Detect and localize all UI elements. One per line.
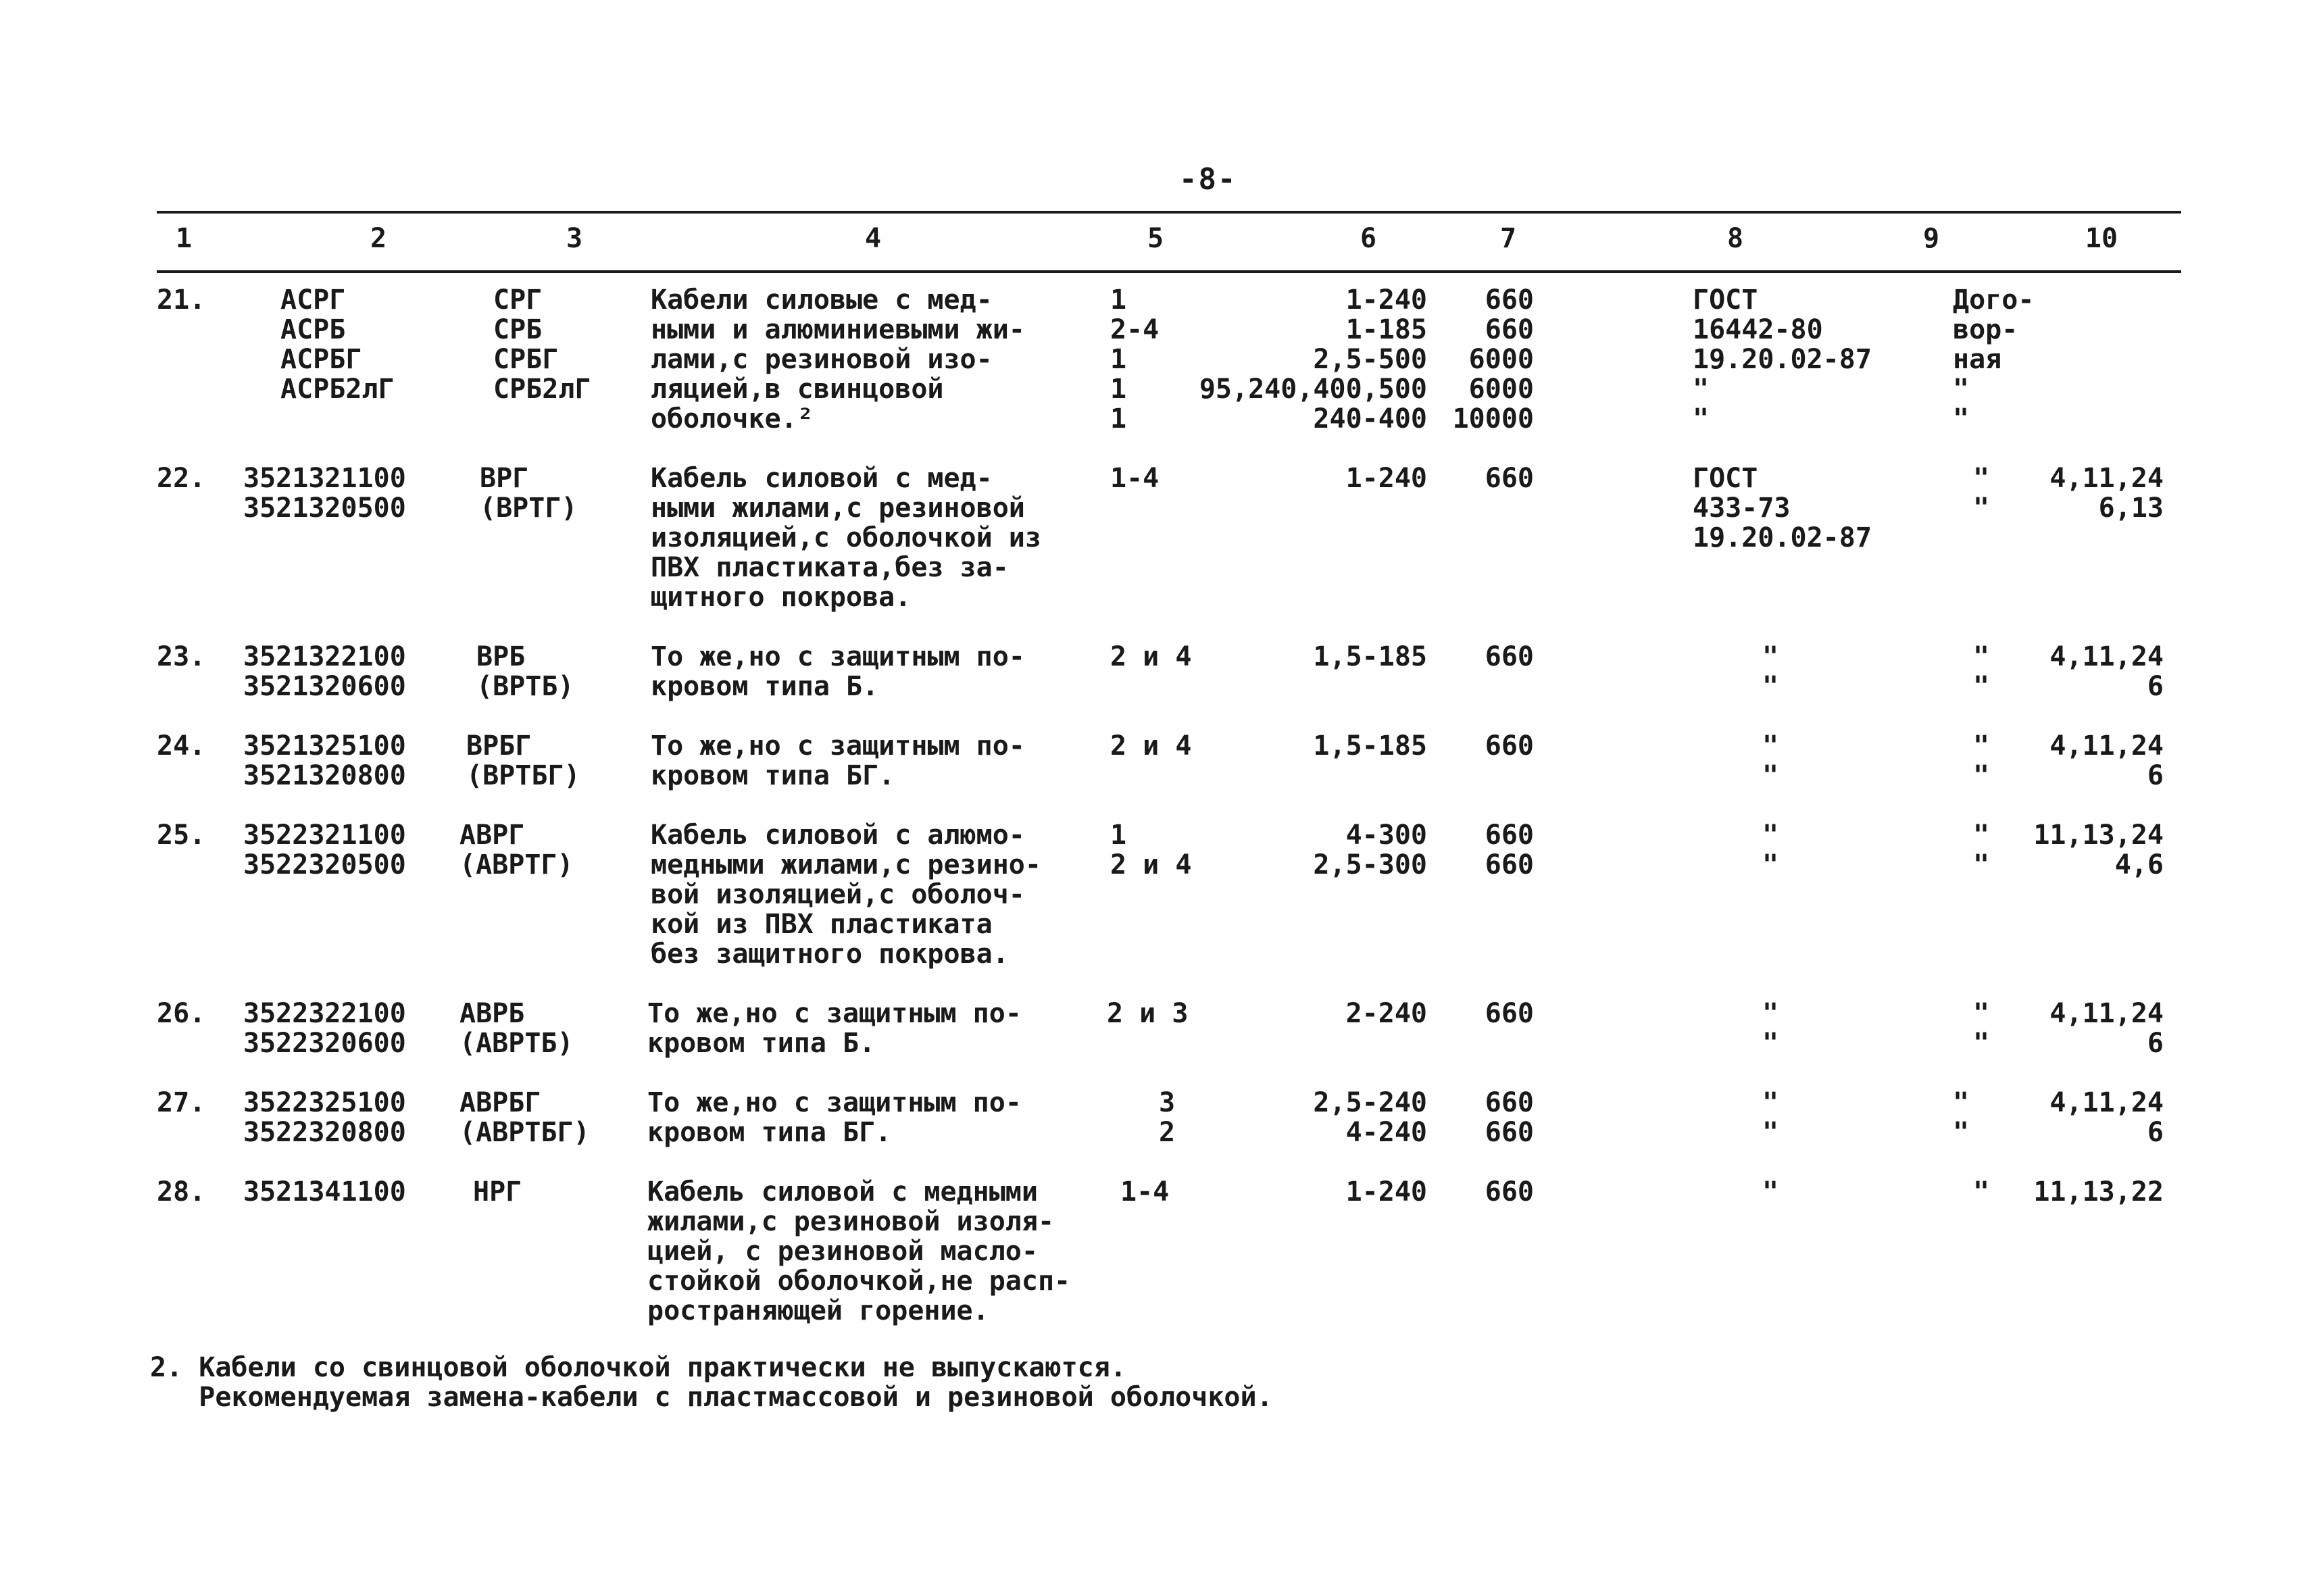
cores: 1-4 — [1120, 1176, 1170, 1207]
product-code: 3521341100 — [243, 1176, 406, 1207]
col-header-5: 5 — [1147, 223, 1164, 254]
col-header-3: 3 — [566, 223, 583, 254]
cable-type: ВРБГ (ВРТБГ) — [466, 730, 580, 791]
voltage: 660 660 6000 6000 10000 — [1452, 284, 1534, 434]
standard: " — [1762, 1176, 1779, 1207]
cable-type: АВРГ (АВРТГ) — [459, 820, 574, 880]
cores: 1 2-4 1 1 1 — [1110, 284, 1160, 434]
notes: 4,11,24 6 — [2049, 1087, 2164, 1148]
price: Дого- вор- ная " " — [1953, 284, 2035, 434]
cross-section: 1-240 1-185 2,5-500 95,240,400,500 240-400 — [1199, 284, 1427, 434]
voltage: 660 660 — [1485, 820, 1534, 880]
standard: " " — [1762, 998, 1779, 1059]
col-header-9: 9 — [1922, 223, 1940, 254]
price: " " — [1973, 820, 1990, 880]
price: " " — [1973, 730, 1990, 791]
description: То же,но с защитным по- кровом типа БГ. — [651, 730, 1025, 791]
header-bottom-rule — [157, 270, 2181, 273]
price: " " — [1953, 1087, 1970, 1148]
cable-type: АВРБГ (АВРТБГ) — [459, 1087, 590, 1148]
row-number: 21. — [157, 284, 206, 316]
cores: 2 и 4 — [1110, 730, 1192, 762]
notes: 4,11,24 6,13 — [2049, 463, 2164, 524]
col-header-6: 6 — [1360, 223, 1377, 254]
voltage: 660 — [1485, 998, 1534, 1029]
voltage: 660 660 — [1485, 1087, 1534, 1148]
product-code: 3521325100 3521320800 — [243, 730, 406, 791]
cores: 1-4 — [1110, 463, 1160, 494]
cores: 1 2 и 4 — [1110, 820, 1192, 880]
price: " " — [1973, 463, 1990, 524]
row-number: 23. — [157, 641, 206, 672]
notes: 11,13,24 4,6 — [2033, 820, 2164, 880]
voltage: 660 — [1485, 730, 1534, 762]
notes: 4,11,24 6 — [2049, 730, 2164, 791]
cross-section: 1-240 — [1345, 1176, 1427, 1207]
cross-section: 2-240 — [1345, 998, 1427, 1029]
notes: 11,13,22 — [2033, 1176, 2164, 1207]
voltage: 660 — [1485, 463, 1534, 494]
table-top-rule — [157, 211, 2181, 214]
col-header-2: 2 — [370, 223, 387, 254]
cross-section: 1,5-185 — [1313, 641, 1427, 672]
col-header-4: 4 — [864, 223, 882, 254]
standard: ГОСТ 433-73 19.20.02-87 — [1693, 463, 1872, 553]
description: То же,но с защитным по- кровом типа Б. — [651, 641, 1025, 702]
description: То же,но с защитным по- кровом типа БГ. — [647, 1087, 1022, 1148]
footnote: 2. Кабели со свинцовой оболочкой практически не выпускаются. Рекомендуемая замена-кабели с пластмассовой и резиновой оболочкой. — [150, 1352, 1273, 1413]
standard: " " — [1762, 730, 1779, 791]
price: " — [1973, 1176, 1990, 1207]
col-header-10: 10 — [2085, 223, 2118, 254]
description: Кабель силовой с медными жилами,с резиновой изоля- цией, с резиновой масло- стойкой оболочкой,не расп- ространяющей горение. — [647, 1176, 1071, 1326]
row-number: 24. — [157, 730, 206, 762]
cores: 2 и 3 — [1107, 998, 1189, 1029]
product-code: 3522321100 3522320500 — [243, 820, 406, 880]
cross-section: 1,5-185 — [1313, 730, 1427, 762]
col-header-8: 8 — [1726, 223, 1744, 254]
notes: 4,11,24 6 — [2049, 641, 2164, 702]
row-number: 25. — [157, 820, 206, 851]
description: Кабель силовой с алюмо- медными жилами,с резино- вой изоляцией,с оболоч- кой из ПВХ пластиката без защитного покрова. — [651, 820, 1041, 970]
col-header-7: 7 — [1499, 223, 1517, 254]
standard: ГОСТ 16442-80 19.20.02-87 " " — [1693, 284, 1872, 434]
description: Кабели силовые с мед- ными и алюминиевыми жи- лами,с резиновой изо- ляцией,в свинцовой оболочке.² — [651, 284, 1025, 434]
row-number: 28. — [157, 1176, 206, 1207]
page-number: -8- — [1179, 162, 1237, 197]
cable-type: ВРБ (ВРТБ) — [476, 641, 574, 702]
col-header-1: 1 — [175, 223, 193, 254]
voltage: 660 — [1485, 1176, 1534, 1207]
description: То же,но с защитным по- кровом типа Б. — [647, 998, 1022, 1059]
price: " " — [1973, 641, 1990, 702]
cable-type: АВРБ (АВРТБ) — [459, 998, 574, 1059]
standard: " " — [1762, 641, 1779, 702]
row-number: 22. — [157, 463, 206, 494]
cable-type: ВРГ (ВРТГ) — [480, 463, 578, 524]
product-code: 3522322100 3522320600 — [243, 998, 406, 1059]
notes: 4,11,24 6 — [2049, 998, 2164, 1059]
cross-section: 4-300 2,5-300 — [1313, 820, 1427, 880]
cable-type: НРГ — [473, 1176, 522, 1207]
voltage: 660 — [1485, 641, 1534, 672]
cable-type: СРГ СРБ СРБГ СРБ2лГ — [493, 284, 591, 405]
cores: 3 2 — [1159, 1087, 1176, 1148]
product-code: 3521322100 3521320600 — [243, 641, 406, 702]
cross-section: 1-240 — [1345, 463, 1427, 494]
cores: 2 и 4 — [1110, 641, 1192, 672]
row-number: 27. — [157, 1087, 206, 1118]
row-number: 26. — [157, 998, 206, 1029]
description: Кабель силовой с мед- ными жилами,с резиновой изоляцией,с оболочкой из ПВХ пластиката,без за- щитного покрова. — [651, 463, 1041, 613]
product-code: 3522325100 3522320800 — [243, 1087, 406, 1148]
price: " " — [1973, 998, 1990, 1059]
product-code: 3521321100 3521320500 — [243, 463, 406, 524]
product-code: АСРГ АСРБ АСРБГ АСРБ2лГ — [280, 284, 395, 405]
standard: " " — [1762, 1087, 1779, 1148]
standard: " " — [1762, 820, 1779, 880]
cross-section: 2,5-240 4-240 — [1313, 1087, 1427, 1148]
